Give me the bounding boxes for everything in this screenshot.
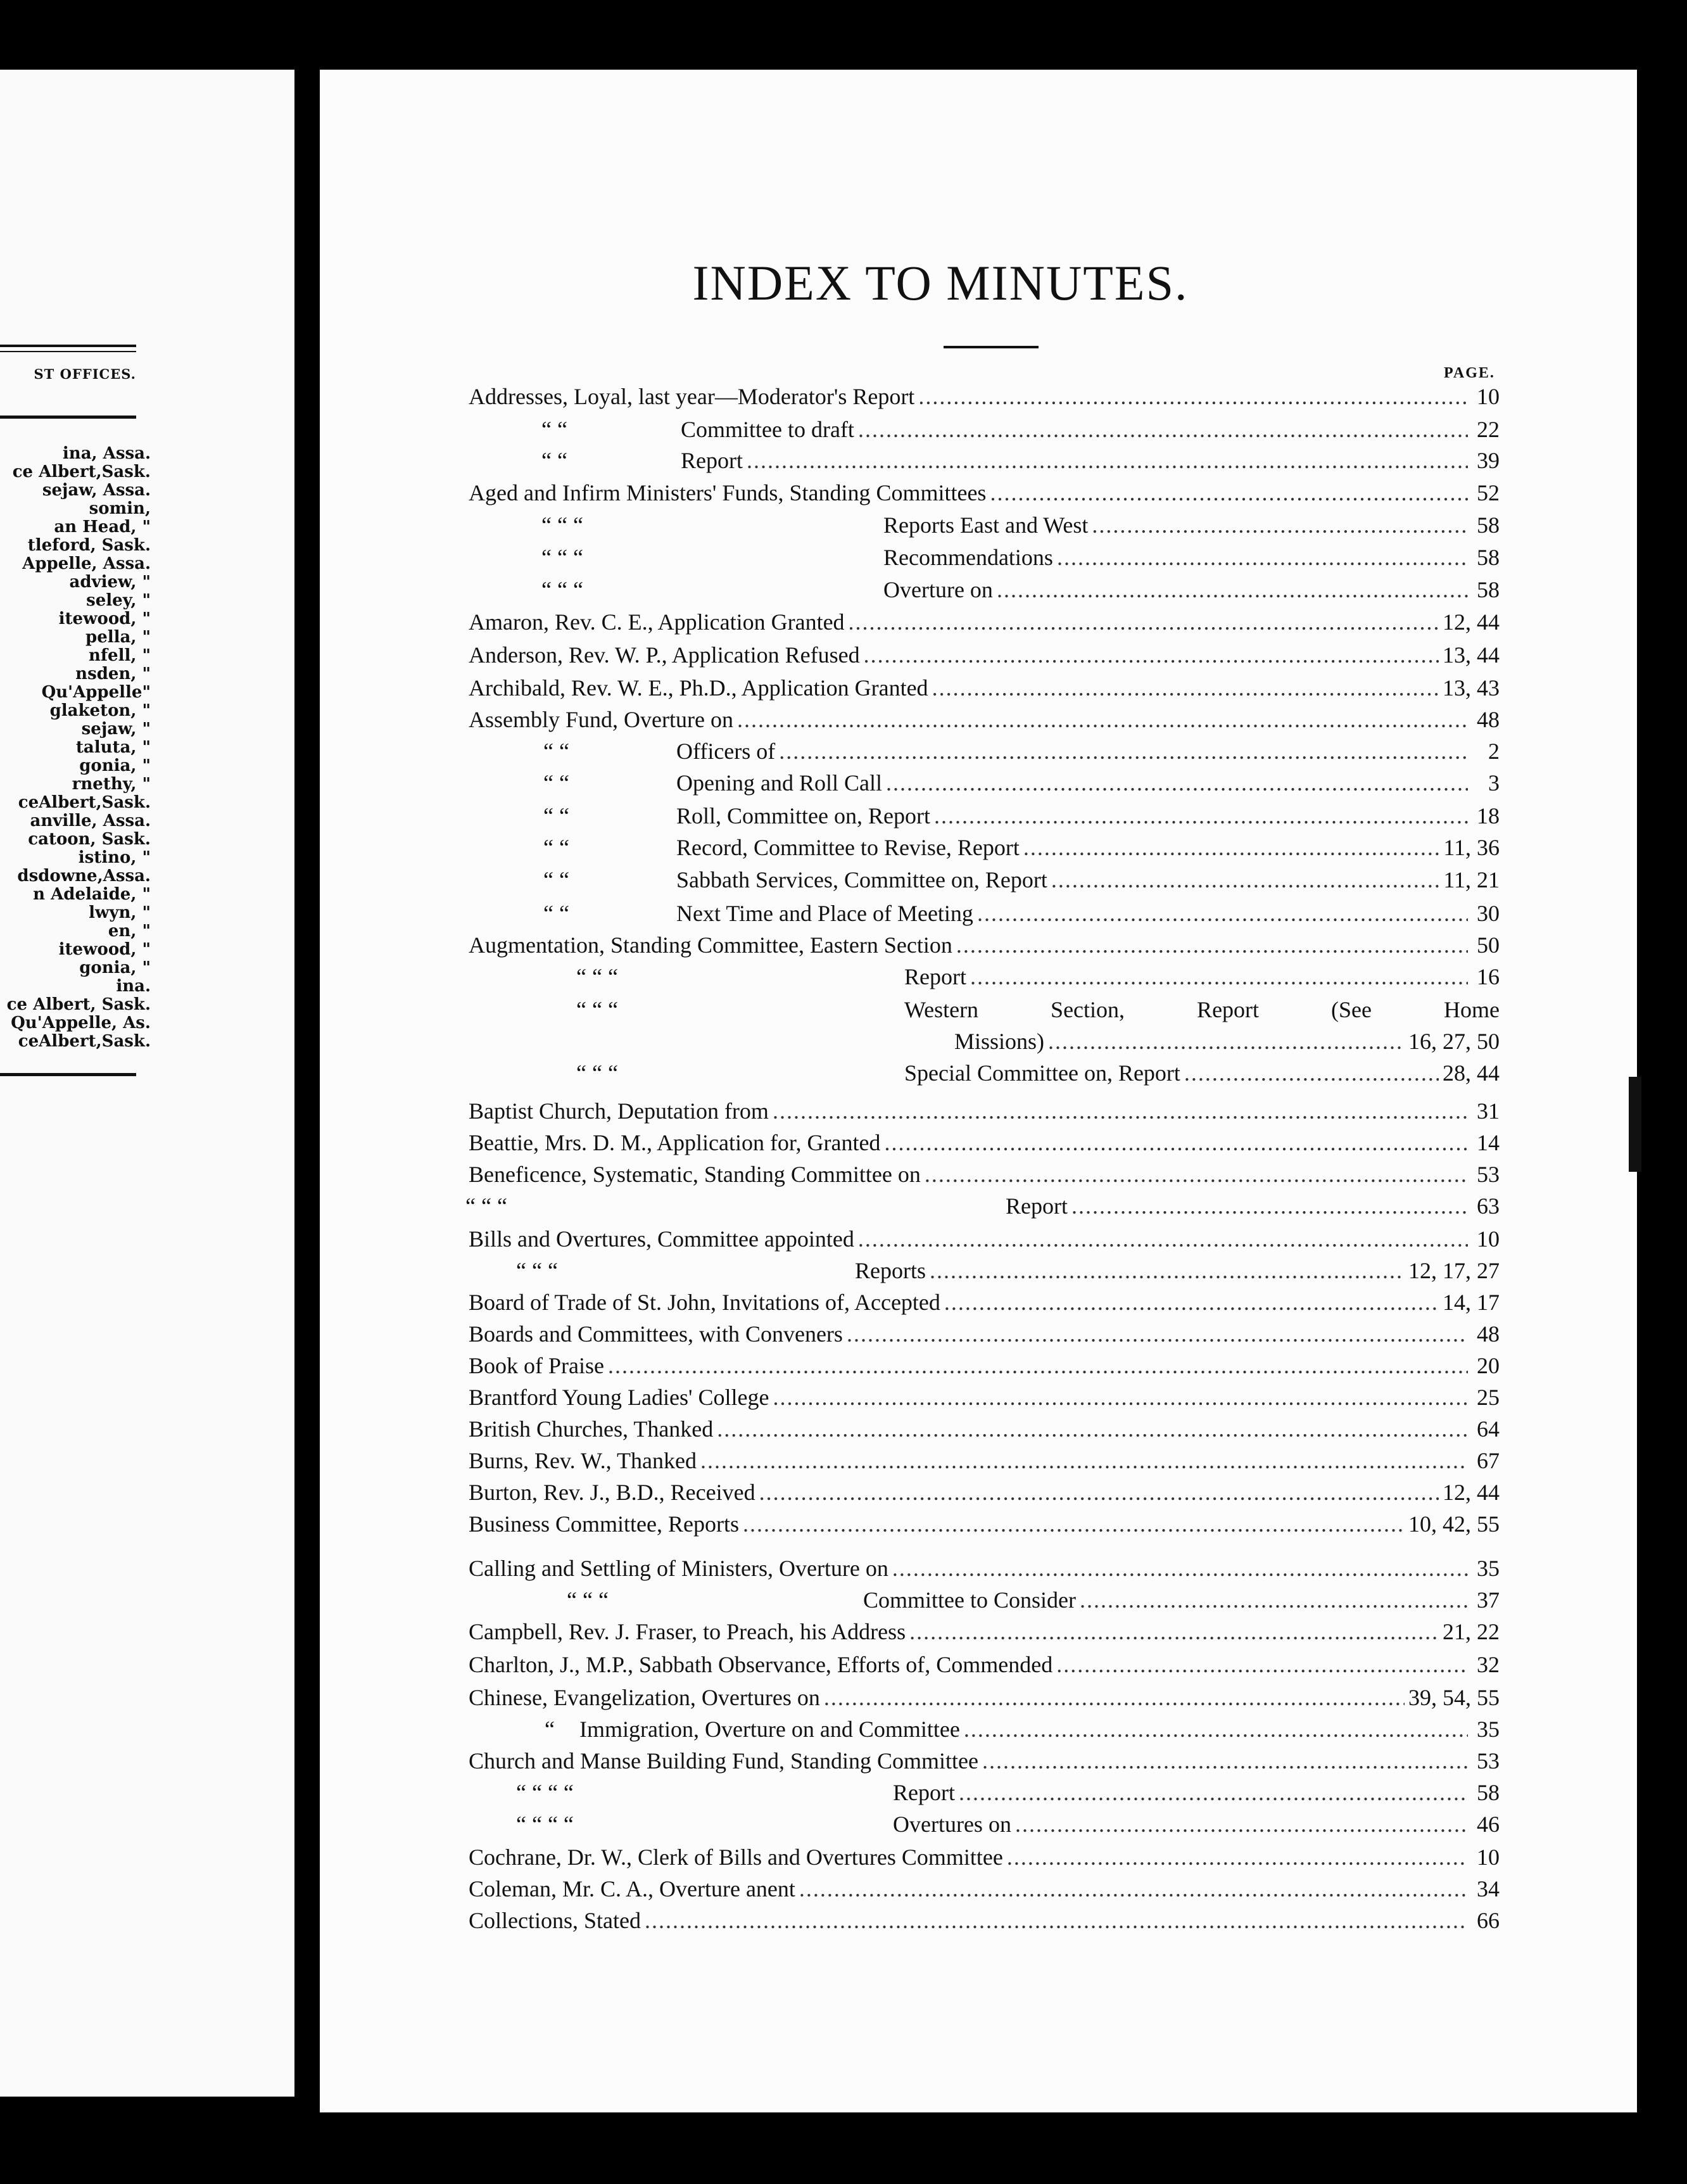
index-entry: [954, 1026, 1500, 1057]
left-page-list-line: ce Albert, Sask.: [6, 996, 151, 1014]
index-entry: [543, 865, 1500, 895]
index-entry: [469, 1382, 1500, 1413]
index-entry: [469, 1509, 1500, 1539]
page-number: 10: [1477, 1844, 1500, 1870]
index-entry: [541, 414, 1500, 445]
entry-text: Cochrane, Dr. W., Clerk of Bills and Overtures Committee: [469, 1844, 1003, 1870]
entry-text: Boards and Committees, with Conveners: [469, 1321, 843, 1347]
index-entry: [469, 1445, 1500, 1476]
ditto-marks: “ “: [543, 770, 569, 796]
page-edge-mark: [1629, 1077, 1641, 1172]
page-number: 12, 44: [1443, 1480, 1500, 1505]
left-page-list-line: itewood, ": [58, 610, 151, 628]
dot-leader: [1051, 865, 1439, 895]
page-number: 10: [1477, 384, 1500, 409]
page-number: 2: [1488, 739, 1500, 764]
page-number: 13, 43: [1443, 675, 1500, 701]
page-number: 14: [1477, 1130, 1500, 1155]
index-entry: [469, 1350, 1500, 1381]
dot-leader: [799, 1874, 1468, 1904]
entry-text: Next Time and Place of Meeting: [676, 901, 973, 926]
dot-leader: [956, 930, 1468, 960]
left-page-list-line: adview, ": [69, 573, 151, 592]
dot-leader: [858, 414, 1468, 445]
page-number: 18: [1477, 803, 1500, 829]
page-number: 52: [1477, 480, 1500, 505]
index-entry: [576, 962, 1500, 992]
ditto-marks: “ “: [543, 803, 569, 829]
left-page-list-line: lwyn, ": [89, 904, 151, 922]
dot-leader: [1080, 1585, 1468, 1615]
ditto-marks: “: [545, 1717, 555, 1742]
dot-leader: [970, 962, 1468, 992]
dot-leader: [932, 673, 1439, 703]
entry-text: Missions): [954, 1029, 1045, 1054]
page-number: 11, 36: [1443, 835, 1500, 860]
entry-text: Amaron, Rev. C. E., Application Granted: [469, 609, 845, 635]
page-number: 16, 27, 50: [1408, 1029, 1500, 1054]
page-number: 63: [1477, 1193, 1500, 1219]
page-number: 53: [1477, 1748, 1500, 1774]
page-number: 64: [1477, 1416, 1500, 1442]
index-entry: [576, 1058, 1500, 1088]
left-page-rule: [0, 1073, 136, 1076]
dot-leader: [884, 1127, 1468, 1158]
index-entry: [516, 1777, 1500, 1808]
entry-text: Coleman, Mr. C. A., Overture anent: [469, 1876, 795, 1901]
index-entry: [567, 1585, 1500, 1615]
page-number: 16: [1477, 964, 1500, 989]
index-entry: [543, 768, 1500, 798]
index-entry: [469, 478, 1500, 508]
dot-leader: [934, 801, 1468, 831]
entry-text: Report: [681, 448, 743, 473]
ditto-marks: “ “: [543, 901, 569, 926]
entry-text: Church and Manse Building Fund, Standing Committee: [469, 1748, 978, 1774]
ditto-marks: “ “ “: [465, 1193, 507, 1219]
page-column-header: PAGE.: [1444, 365, 1495, 381]
left-page-list-line: sejaw, Assa.: [42, 481, 151, 500]
left-page-list-line: glaketon, ": [49, 702, 151, 720]
dot-leader: [1023, 832, 1439, 863]
left-page-list-line: nfell, ": [88, 647, 151, 665]
dot-leader: [886, 768, 1468, 798]
index-entry: [469, 704, 1500, 735]
entry-text: Committee to Consider: [863, 1587, 1076, 1613]
page-number: 35: [1477, 1556, 1500, 1581]
left-page-list-line: n Adelaide, ": [33, 886, 151, 904]
entry-text: Book of Praise: [469, 1353, 604, 1378]
entry-text: Record, Committee to Revise, Report: [676, 835, 1020, 860]
dot-leader: [982, 1746, 1468, 1776]
dot-leader: [779, 736, 1468, 766]
dot-leader: [1092, 510, 1468, 540]
entry-text: Calling and Settling of Ministers, Overture on: [469, 1556, 888, 1581]
page-number: 37: [1477, 1587, 1500, 1613]
index-entry: [469, 1477, 1500, 1508]
entry-text: Addresses, Loyal, last year—Moderator's Report: [469, 384, 915, 409]
left-page-list-line: seley, ": [86, 592, 151, 610]
left-page-list-line: nsden, ": [75, 665, 151, 683]
index-entry: [469, 1616, 1500, 1647]
entry-text: Burns, Rev. W., Thanked: [469, 1448, 697, 1473]
entry-text: Bills and Overtures, Committee appointed: [469, 1226, 854, 1252]
dot-leader: [773, 1096, 1468, 1126]
page-number: 10, 42, 55: [1408, 1511, 1500, 1537]
entry-text: British Churches, Thanked: [469, 1416, 714, 1442]
entry-text: Overture on: [883, 577, 993, 602]
entry-text: Collections, Stated: [469, 1908, 641, 1933]
left-page-rule: [0, 351, 136, 352]
dot-leader: [864, 640, 1439, 670]
page-number: 46: [1477, 1812, 1500, 1837]
entry-text: Campbell, Rev. J. Fraser, to Preach, his Address: [469, 1619, 906, 1644]
left-page-rule: [0, 345, 136, 347]
dot-leader: [964, 1714, 1468, 1744]
entry-text: Beattie, Mrs. D. M., Application for, Granted: [469, 1130, 881, 1155]
ditto-marks: “ “ “ “: [516, 1780, 574, 1805]
index-entry: [469, 1649, 1500, 1680]
entry-text: Brantford Young Ladies' College: [469, 1385, 769, 1410]
ditto-marks: “ “: [541, 448, 567, 473]
dot-leader: [717, 1414, 1468, 1444]
ditto-marks: “ “: [541, 417, 567, 442]
page-number: 58: [1477, 1780, 1500, 1805]
page-number: 35: [1477, 1717, 1500, 1742]
left-page-list-line: pella, ": [85, 628, 151, 647]
left-page-list-line: gonia, ": [79, 757, 151, 775]
left-page-list-line: taluta, ": [75, 739, 151, 757]
dot-leader: [1048, 1026, 1405, 1057]
page-number: 66: [1477, 1908, 1500, 1933]
dot-leader: [737, 704, 1468, 735]
page-number: 22: [1477, 417, 1500, 442]
left-page-list-line: ina, Assa.: [62, 445, 151, 463]
dot-leader: [918, 381, 1468, 412]
page-number: 39: [1477, 448, 1500, 473]
left-page-list-line: an Head, ": [54, 518, 151, 536]
index-entry: [516, 1809, 1500, 1839]
page-number: 20: [1477, 1353, 1500, 1378]
page-number: 31: [1477, 1098, 1500, 1124]
index-entry: [541, 542, 1500, 573]
dot-leader: [909, 1616, 1439, 1647]
entry-text: Special Committee on, Report: [904, 1060, 1180, 1086]
entry-text: Report: [1006, 1193, 1068, 1219]
page-number: 28, 44: [1443, 1060, 1500, 1086]
dot-leader: [1007, 1842, 1468, 1872]
dot-leader: [959, 1777, 1468, 1808]
page-number: 13, 44: [1443, 642, 1500, 668]
index-entry: [469, 1224, 1500, 1254]
entry-text: Baptist Church, Deputation from: [469, 1098, 769, 1124]
ditto-marks: “ “: [543, 739, 569, 764]
page-number: 48: [1477, 707, 1500, 732]
index-entry: [469, 1874, 1500, 1904]
entry-text: Reports: [855, 1258, 926, 1283]
page-title: INDEX TO MINUTES.: [692, 255, 1189, 310]
left-page-list-line: itewood, ": [58, 941, 151, 959]
index-entry: [545, 1714, 1500, 1744]
index-entry: [541, 445, 1500, 476]
index-entry: [576, 994, 1500, 1025]
left-page-list-line: tleford, Sask.: [27, 536, 151, 555]
index-entry: [465, 1191, 1500, 1221]
page-number: 53: [1477, 1162, 1500, 1187]
entry-text: Committee to draft: [681, 417, 854, 442]
ditto-marks: “ “ “ “: [516, 1812, 574, 1837]
page-number: 21, 22: [1443, 1619, 1500, 1644]
index-entry: [469, 607, 1500, 637]
left-page-post-office-list: [0, 445, 151, 1051]
page-number: 34: [1477, 1876, 1500, 1901]
index-entry: [469, 1096, 1500, 1126]
index-entry: [541, 575, 1500, 605]
page-number: 48: [1477, 1321, 1500, 1347]
ditto-marks: “ “ “: [541, 577, 583, 602]
entry-text: Report: [893, 1780, 955, 1805]
left-page-list-line: somin,: [89, 500, 151, 518]
page-number: 10: [1477, 1226, 1500, 1252]
dot-leader: [849, 607, 1439, 637]
page-number: 30: [1477, 901, 1500, 926]
index-entry: [469, 1127, 1500, 1158]
entry-text: Archibald, Rev. W. E., Ph.D., Application Granted: [469, 675, 928, 701]
index-entry: [469, 1553, 1500, 1584]
index-entry: [469, 1746, 1500, 1776]
index-entry: [469, 1682, 1500, 1713]
index-entry: [469, 381, 1500, 412]
left-page-fragment: [0, 70, 294, 2097]
dot-leader: [1057, 542, 1468, 573]
entry-text: Augmentation, Standing Committee, Eastern Section: [469, 932, 952, 958]
dot-leader: [1056, 1649, 1468, 1680]
dot-leader: [759, 1477, 1439, 1508]
dot-leader: [1071, 1191, 1468, 1221]
index-entry: [469, 930, 1500, 960]
page-number: 25: [1477, 1385, 1500, 1410]
left-page-list-line: dsdowne,Assa.: [17, 867, 151, 886]
left-page-list-line: Qu'Appelle, As.: [11, 1014, 151, 1032]
entry-text: Business Committee, Reports: [469, 1511, 739, 1537]
dot-leader: [892, 1553, 1468, 1584]
dot-leader: [930, 1255, 1405, 1286]
main-page: [320, 70, 1637, 2112]
entry-text: Western Section, Report (See Home: [904, 997, 1500, 1022]
page-number: 12, 44: [1443, 609, 1500, 635]
left-page-rule: [0, 416, 136, 419]
page-number: 3: [1488, 770, 1500, 796]
ditto-marks: “ “ “: [576, 964, 618, 989]
ditto-marks: “ “ “: [541, 512, 583, 538]
dot-leader: [700, 1445, 1468, 1476]
left-page-list-line: ce Albert,Sask.: [12, 463, 151, 481]
index-entry: [469, 1159, 1500, 1190]
dot-leader: [747, 445, 1468, 476]
page-number: 39, 54, 55: [1408, 1685, 1500, 1710]
entry-text: Officers of: [676, 739, 776, 764]
entry-text: Assembly Fund, Overture on: [469, 707, 733, 732]
entry-text: Aged and Infirm Ministers' Funds, Standing Committees: [469, 480, 987, 505]
dot-leader: [847, 1319, 1468, 1349]
index-entry: [543, 736, 1500, 766]
ditto-marks: “ “ “: [576, 997, 618, 1022]
index-entry: [516, 1255, 1500, 1286]
index-list: [320, 70, 1637, 2112]
dot-leader: [925, 1159, 1468, 1190]
dot-leader: [608, 1350, 1468, 1381]
left-page-list-line: anville, Assa.: [30, 812, 151, 830]
index-entry: [469, 673, 1500, 703]
index-entry: [469, 640, 1500, 670]
left-page-list-line: ceAlbert,Sask.: [18, 1032, 151, 1051]
index-entry: [469, 1319, 1500, 1349]
dot-leader: [645, 1905, 1468, 1936]
index-entry: [469, 1414, 1500, 1444]
entry-text: Immigration, Overture on and Committee: [579, 1717, 960, 1742]
left-page-list-line: gonia, ": [79, 959, 151, 977]
entry-text: Reports East and West: [883, 512, 1089, 538]
index-entry: [543, 832, 1500, 863]
dot-leader: [773, 1382, 1468, 1413]
entry-text: Opening and Roll Call: [676, 770, 882, 796]
page-number: 12, 17, 27: [1408, 1258, 1500, 1283]
page-number: 14, 17: [1443, 1290, 1500, 1315]
dot-leader: [858, 1224, 1468, 1254]
entry-text: Beneficence, Systematic, Standing Committee on: [469, 1162, 921, 1187]
left-page-header: ST OFFICES.: [34, 366, 136, 382]
page-number: 58: [1477, 545, 1500, 570]
page-number: 50: [1477, 932, 1500, 958]
entry-text: Chinese, Evangelization, Overtures on: [469, 1685, 820, 1710]
ditto-marks: “ “ “: [516, 1258, 558, 1283]
index-entry: [469, 1905, 1500, 1936]
entry-text: Overtures on: [893, 1812, 1011, 1837]
dot-leader: [997, 575, 1468, 605]
ditto-marks: “ “: [543, 835, 569, 860]
left-page-list-line: catoon, Sask.: [28, 830, 151, 849]
index-entry: [543, 898, 1500, 929]
left-page-list-line: en, ": [108, 922, 151, 941]
entry-text: Burton, Rev. J., B.D., Received: [469, 1480, 755, 1505]
dot-leader: [977, 898, 1468, 929]
entry-text: Report: [904, 964, 966, 989]
left-page-list-line: ina.: [116, 977, 151, 996]
dot-leader: [944, 1287, 1439, 1317]
ditto-marks: “ “ “: [541, 545, 583, 570]
dot-leader: [990, 478, 1468, 508]
left-page-list-line: rnethy, ": [72, 775, 151, 794]
index-entry: [543, 801, 1500, 831]
entry-text: Board of Trade of St. John, Invitations of, Accepted: [469, 1290, 940, 1315]
index-entry: [469, 1287, 1500, 1317]
dot-leader: [824, 1682, 1405, 1713]
page-number: 67: [1477, 1448, 1500, 1473]
ditto-marks: “ “ “: [576, 1060, 618, 1086]
entry-text: Anderson, Rev. W. P., Application Refused: [469, 642, 860, 668]
left-page-list-line: Appelle, Assa.: [22, 555, 151, 573]
page-number: 11, 21: [1443, 867, 1500, 892]
dot-leader: [1015, 1809, 1468, 1839]
entry-text: Recommendations: [883, 545, 1053, 570]
entry-text: Charlton, J., M.P., Sabbath Observance, Efforts of, Commended: [469, 1652, 1053, 1677]
left-page-list-line: Qu'Appelle": [41, 683, 151, 702]
index-entry: [469, 1842, 1500, 1872]
left-page-list-line: sejaw, ": [81, 720, 151, 739]
dot-leader: [743, 1509, 1405, 1539]
ditto-marks: “ “: [543, 867, 569, 892]
page-number: 58: [1477, 577, 1500, 602]
left-page-list-line: istino, ": [78, 849, 151, 867]
dot-leader: [1184, 1058, 1439, 1088]
entry-text: Sabbath Services, Committee on, Report: [676, 867, 1047, 892]
index-entry: [541, 510, 1500, 540]
page-number: 58: [1477, 512, 1500, 538]
ditto-marks: “ “ “: [567, 1587, 609, 1613]
left-page-list-line: ceAlbert,Sask.: [18, 794, 151, 812]
page-number: 32: [1477, 1652, 1500, 1677]
entry-text: Roll, Committee on, Report: [676, 803, 930, 829]
